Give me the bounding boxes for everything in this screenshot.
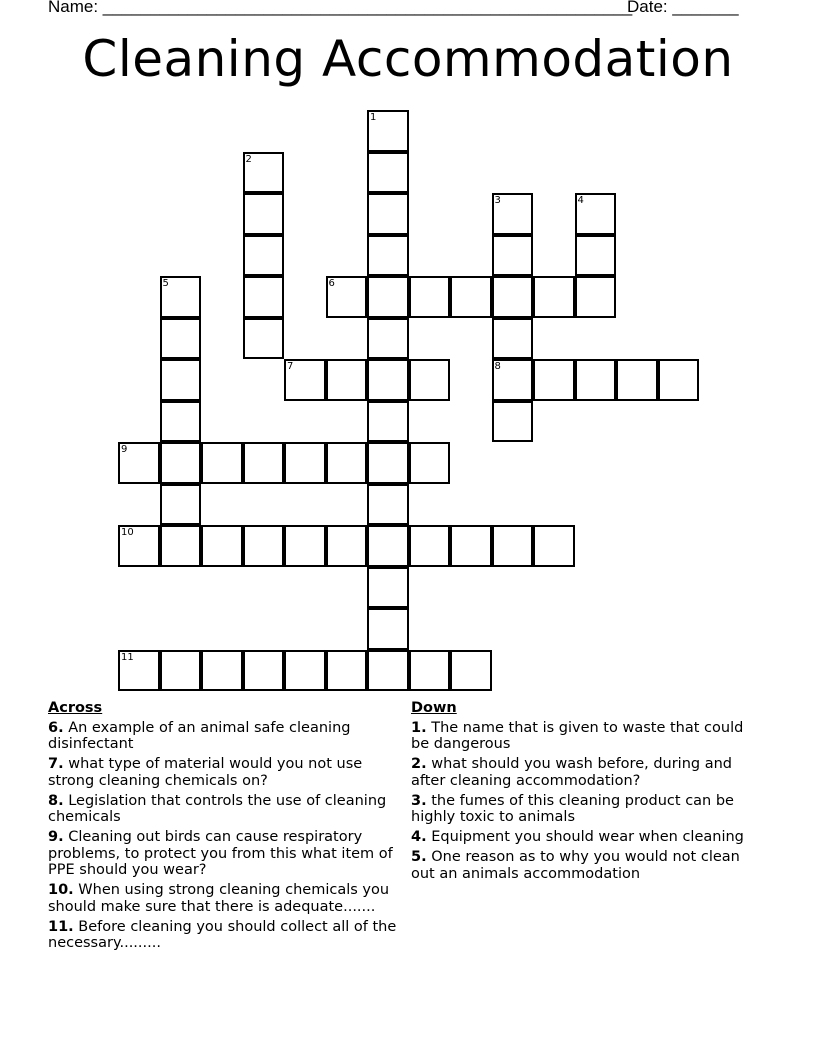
cell-number: 4 bbox=[577, 195, 584, 206]
grid-cell[interactable] bbox=[284, 650, 326, 692]
clue-number: 9. bbox=[48, 829, 64, 845]
grid-cell[interactable] bbox=[409, 359, 451, 401]
grid-cell[interactable] bbox=[160, 276, 202, 318]
across-clue bbox=[48, 756, 398, 789]
grid-cell[interactable] bbox=[284, 359, 326, 401]
grid-cell[interactable] bbox=[243, 235, 285, 277]
grid-cell[interactable] bbox=[409, 442, 451, 484]
cell-number: 6 bbox=[328, 278, 335, 289]
clue-text: An example of an animal safe cleaning disinfectant bbox=[48, 719, 351, 752]
clue-text: the fumes of this cleaning product can be highly toxic to animals bbox=[411, 792, 734, 825]
grid-cell[interactable] bbox=[658, 359, 700, 401]
down-clue bbox=[411, 793, 761, 826]
clue-text: what should you wash before, during and after cleaning accommodation? bbox=[411, 756, 732, 789]
grid-cell[interactable] bbox=[450, 650, 492, 692]
clue-text: Before cleaning you should collect all of the necessary......... bbox=[48, 918, 397, 951]
grid-cell[interactable] bbox=[367, 152, 409, 194]
grid-cell[interactable] bbox=[575, 235, 617, 277]
grid-cell[interactable] bbox=[160, 484, 202, 526]
clue-text: Legislation that controls the use of cleaning chemicals bbox=[48, 792, 387, 825]
down-heading: Down bbox=[411, 700, 457, 716]
grid-cell[interactable] bbox=[367, 193, 409, 235]
grid-cell[interactable] bbox=[243, 525, 285, 567]
grid-cell[interactable] bbox=[118, 650, 160, 692]
clue-number: 2. bbox=[411, 756, 427, 772]
cell-number: 8 bbox=[494, 361, 501, 372]
clue-text: Equipment you should wear when cleaning bbox=[431, 829, 744, 845]
cell-number: 2 bbox=[245, 153, 252, 165]
grid-cell[interactable] bbox=[492, 359, 534, 401]
grid-cell[interactable] bbox=[243, 193, 285, 235]
grid-cell[interactable] bbox=[367, 276, 409, 318]
grid-cell[interactable] bbox=[575, 276, 617, 318]
cell-number: 1 bbox=[370, 112, 377, 123]
across-clue bbox=[48, 793, 398, 826]
grid-cell[interactable] bbox=[160, 318, 202, 360]
clue-number: 1. bbox=[411, 719, 427, 736]
grid-cell[interactable] bbox=[492, 193, 534, 235]
grid-cell[interactable] bbox=[160, 442, 202, 484]
grid-cell[interactable] bbox=[160, 401, 202, 443]
clue-number: 10. bbox=[48, 882, 74, 898]
grid-cell[interactable] bbox=[243, 318, 285, 360]
grid-cell[interactable] bbox=[450, 525, 492, 567]
clue-number: 4. bbox=[411, 829, 427, 845]
grid-cell[interactable] bbox=[367, 401, 409, 443]
grid-cell[interactable] bbox=[201, 525, 243, 567]
grid-cell[interactable] bbox=[616, 359, 658, 401]
down-clue bbox=[411, 829, 761, 846]
grid-cell[interactable] bbox=[367, 484, 409, 526]
down-clue bbox=[411, 756, 761, 789]
grid-cell[interactable] bbox=[243, 650, 285, 692]
grid-cell[interactable] bbox=[367, 442, 409, 484]
grid-cell[interactable] bbox=[243, 442, 285, 484]
clue-number: 6. bbox=[48, 719, 64, 736]
grid-cell[interactable] bbox=[118, 442, 160, 484]
grid-cell[interactable] bbox=[326, 276, 368, 318]
grid-cell[interactable] bbox=[533, 359, 575, 401]
grid-cell[interactable] bbox=[409, 276, 451, 318]
grid-cell[interactable] bbox=[243, 152, 285, 194]
clues-down bbox=[411, 700, 761, 886]
grid-cell[interactable] bbox=[492, 318, 534, 360]
grid-cell[interactable] bbox=[160, 359, 202, 401]
clues-across bbox=[48, 700, 398, 955]
grid-cell[interactable] bbox=[575, 193, 617, 235]
grid-cell[interactable] bbox=[367, 525, 409, 567]
grid-cell[interactable] bbox=[201, 650, 243, 692]
across-clue bbox=[48, 882, 398, 915]
down-clue bbox=[411, 720, 761, 753]
grid-cell[interactable] bbox=[284, 442, 326, 484]
grid-cell[interactable] bbox=[409, 650, 451, 692]
page-title: Cleaning Accommodation bbox=[82, 30, 734, 88]
cell-number: 3 bbox=[494, 195, 501, 206]
grid-cell[interactable] bbox=[160, 650, 202, 692]
grid-cell[interactable] bbox=[492, 401, 534, 443]
grid-cell[interactable] bbox=[450, 276, 492, 318]
grid-cell[interactable] bbox=[118, 525, 160, 567]
clue-number: 3. bbox=[411, 792, 427, 809]
clue-text: what type of material would you not use strong cleaning chemicals on? bbox=[48, 756, 363, 789]
clue-number: 5. bbox=[411, 849, 427, 865]
clue-text: The name that is given to waste that could be dangerous bbox=[411, 719, 744, 752]
grid-cell[interactable] bbox=[326, 650, 368, 692]
across-clue bbox=[48, 720, 398, 753]
grid-cell[interactable] bbox=[243, 276, 285, 318]
grid-cell[interactable] bbox=[492, 235, 534, 277]
header-date-line: Date: _______ bbox=[627, 0, 739, 16]
cell-number: 10 bbox=[121, 527, 134, 538]
clue-text: One reason as to why you would not clean out an animals accommodation bbox=[411, 849, 740, 882]
grid-cell[interactable] bbox=[326, 359, 368, 401]
across-clue bbox=[48, 919, 398, 952]
grid-cell[interactable] bbox=[326, 442, 368, 484]
grid-cell[interactable] bbox=[367, 318, 409, 360]
grid-cell[interactable] bbox=[409, 525, 451, 567]
clue-text: When using strong cleaning chemicals you should make sure that there is adequate....... bbox=[48, 882, 390, 915]
grid-cell[interactable] bbox=[367, 608, 409, 650]
grid-cell[interactable] bbox=[367, 567, 409, 609]
across-heading: Across bbox=[48, 700, 103, 716]
down-clue bbox=[411, 849, 761, 882]
grid-cell[interactable] bbox=[367, 110, 409, 152]
grid-cell[interactable] bbox=[367, 359, 409, 401]
clue-text: Cleaning out birds can cause respiratory problems, to protect you from this what item of PPE should you wear? bbox=[48, 829, 393, 878]
clue-number: 7. bbox=[48, 756, 64, 772]
grid-cell[interactable] bbox=[575, 359, 617, 401]
grid-cell[interactable] bbox=[533, 525, 575, 567]
across-clue bbox=[48, 829, 398, 879]
grid-cell[interactable] bbox=[367, 235, 409, 277]
clue-number: 11. bbox=[48, 918, 74, 935]
grid-cell[interactable] bbox=[201, 442, 243, 484]
cell-number: 7 bbox=[287, 361, 294, 372]
grid-cell[interactable] bbox=[160, 525, 202, 567]
cell-number: 9 bbox=[121, 444, 128, 455]
grid-cell[interactable] bbox=[326, 525, 368, 567]
cell-number: 5 bbox=[162, 278, 169, 289]
grid-cell[interactable] bbox=[533, 276, 575, 318]
grid-cell[interactable] bbox=[492, 525, 534, 567]
clue-number: 8. bbox=[48, 792, 64, 809]
cell-number: 11 bbox=[121, 651, 134, 663]
grid-cell[interactable] bbox=[284, 525, 326, 567]
grid-cell[interactable] bbox=[492, 276, 534, 318]
grid-cell[interactable] bbox=[367, 650, 409, 692]
header-name-line: Name: ________________________________________________________ bbox=[48, 0, 633, 16]
